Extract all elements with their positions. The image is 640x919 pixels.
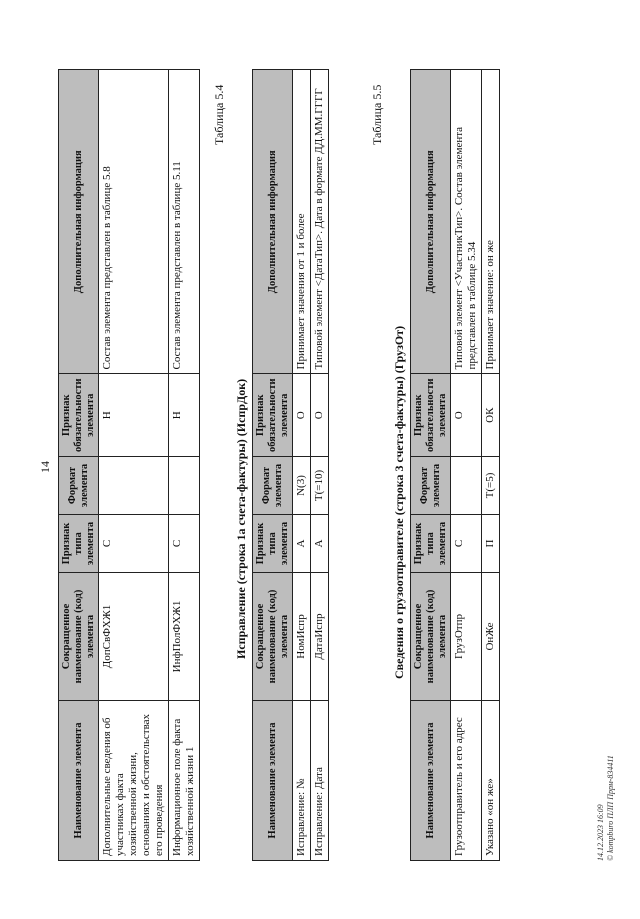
table-row: [451, 70, 482, 861]
column-header-type-flag: Признак типа элемента: [253, 515, 293, 573]
table-5-4-label: Таблица 5.4: [212, 84, 226, 145]
cell-mandatory-flag: Н: [99, 374, 169, 457]
column-header-short-code: Сокращенное наименование (код) элемента: [59, 573, 99, 701]
cell-type-flag: С: [451, 515, 482, 573]
cell-type-flag: А: [311, 515, 329, 573]
cell-short-code: ДопСвФХЖ1: [99, 573, 169, 701]
column-header-type-flag: Признак типа элемента: [59, 515, 99, 573]
cell-format: N(3): [293, 457, 311, 515]
cell-mandatory-flag: О: [451, 374, 482, 457]
footer-source: © kompburo ПЛП Пррм-834411: [605, 755, 615, 861]
column-header-additional-info: Дополнительная информация: [411, 70, 451, 374]
table-5-5: [410, 69, 500, 861]
table-5-5-label: Таблица 5.5: [370, 84, 384, 145]
cell-mandatory-flag: О: [311, 374, 329, 457]
column-header-format: Формат элемента: [411, 457, 451, 515]
column-header-short-code: Сокращенное наименование (код) элемента: [253, 573, 293, 701]
cell-format: [169, 457, 200, 515]
column-header-additional-info: Дополнительная информация: [59, 70, 99, 374]
cell-mandatory-flag: Н: [169, 374, 200, 457]
column-header-format: Формат элемента: [253, 457, 293, 515]
cell-element-name: Грузоотправитель и его адрес: [451, 701, 482, 861]
table-header-row: [253, 70, 293, 861]
column-header-format: Формат элемента: [59, 457, 99, 515]
column-header-mandatory-flag: Признак обязательности элемента: [253, 374, 293, 457]
cell-element-name: Исправление: Дата: [311, 701, 329, 861]
cell-short-code: ДатаИспр: [311, 573, 329, 701]
column-header-element-name: Наименование элемента: [411, 701, 451, 861]
table-5-5-title: Сведения о грузоотправителе (строка 3 счета-фактуры) (ГрузОт): [392, 325, 406, 679]
cell-additional-info: Состав элемента представлен в таблице 5.8: [99, 70, 169, 374]
cell-type-flag: П: [482, 515, 500, 573]
cell-type-flag: А: [293, 515, 311, 573]
table-5-4-title: Исправление (строка 1а счета-фактуры) (ИспрДок): [234, 378, 248, 659]
cell-short-code: ОнЖе: [482, 573, 500, 701]
table-row: [311, 70, 329, 861]
column-header-type-flag: Признак типа элемента: [411, 515, 451, 573]
cell-mandatory-flag: О: [293, 374, 311, 457]
cell-additional-info: Типовой элемент <УчастникТип>. Состав элемента представлен в таблице 5.34: [451, 70, 482, 374]
column-header-element-name: Наименование элемента: [59, 701, 99, 861]
column-header-additional-info: Дополнительная информация: [253, 70, 293, 374]
cell-type-flag: С: [169, 515, 200, 573]
table-row: [293, 70, 311, 861]
cell-format: [451, 457, 482, 515]
column-header-mandatory-flag: Признак обязательности элемента: [411, 374, 451, 457]
cell-format: T(=10): [311, 457, 329, 515]
column-header-element-name: Наименование элемента: [253, 701, 293, 861]
cell-element-name: Дополнительные сведения об участниках факта хозяйственной жизни, основаниях и обстоятельствах его проведения: [99, 701, 169, 861]
cell-element-name: Информационное поле факта хозяйственной жизни 1: [169, 701, 200, 861]
table-5-4: [252, 69, 329, 861]
table-header-row: [59, 70, 99, 861]
cell-type-flag: С: [99, 515, 169, 573]
cell-format: T(=5): [482, 457, 500, 515]
cell-additional-info: Типовой элемент <ДатаТип>. Дата в формате ДД.ММ.ГГГГ: [311, 70, 329, 374]
page-number: 14: [38, 461, 52, 473]
cell-element-name: Исправление: №: [293, 701, 311, 861]
cell-additional-info: Состав элемента представлен в таблице 5.11: [169, 70, 200, 374]
table-row: [169, 70, 200, 861]
table-row: [482, 70, 500, 861]
cell-format: [99, 457, 169, 515]
footer-datetime: 14.12.2023 16:09: [596, 804, 605, 861]
cell-additional-info: Принимает значения от 1 и более: [293, 70, 311, 374]
cell-short-code: ГрузОтпр: [451, 573, 482, 701]
cell-element-name: Указано «он же»: [482, 701, 500, 861]
cell-short-code: НомИспр: [293, 573, 311, 701]
cell-short-code: ИнфПолФХЖ1: [169, 573, 200, 701]
cell-mandatory-flag: ОК: [482, 374, 500, 457]
cell-additional-info: Принимает значение: он же: [482, 70, 500, 374]
column-header-mandatory-flag: Признак обязательности элемента: [59, 374, 99, 457]
column-header-short-code: Сокращенное наименование (код) элемента: [411, 573, 451, 701]
table-row: [99, 70, 169, 861]
table-continuation: [58, 69, 200, 861]
footer-stamp: [596, 755, 615, 861]
table-header-row: [411, 70, 451, 861]
